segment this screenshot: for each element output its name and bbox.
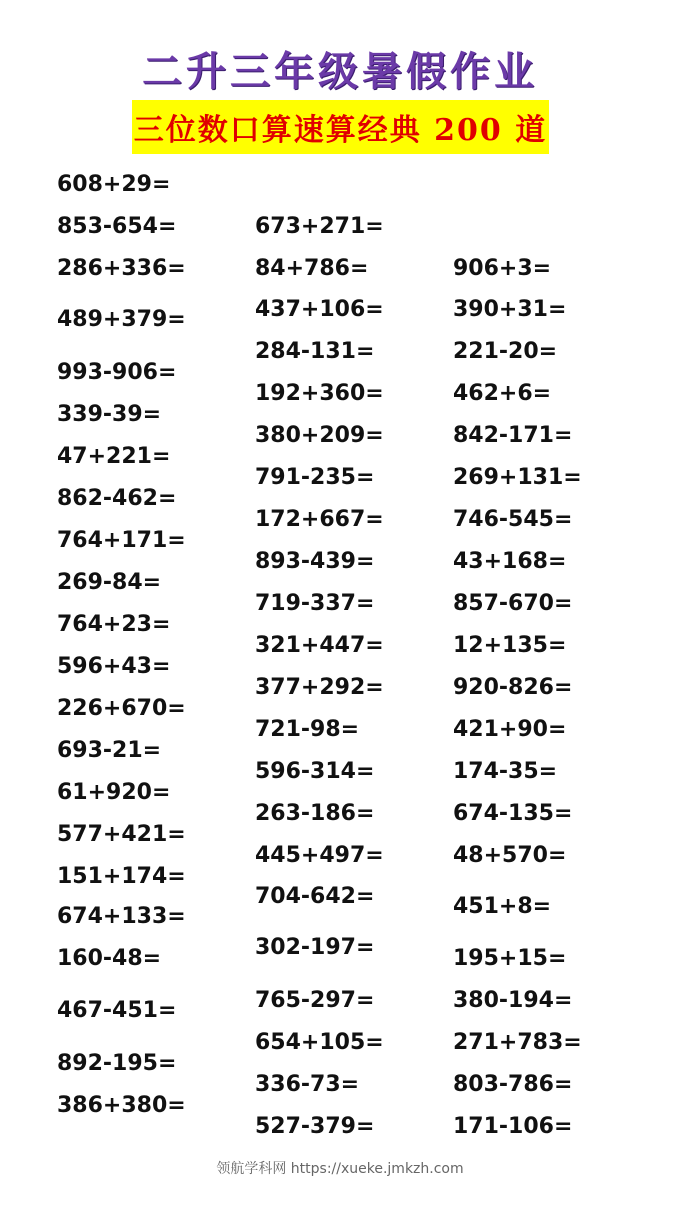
math-problem: 377+292=: [255, 675, 384, 700]
math-problem: 803-786=: [453, 1072, 573, 1097]
math-problem: 654+105=: [255, 1030, 384, 1055]
math-problem: 608+29=: [57, 172, 171, 197]
math-problem: 47+221=: [57, 444, 171, 469]
math-problem: 467-451=: [57, 998, 177, 1023]
math-problem: 380+209=: [255, 423, 384, 448]
math-problem: 596-314=: [255, 759, 375, 784]
math-problem: 263-186=: [255, 801, 375, 826]
math-problem: 462+6=: [453, 381, 552, 406]
math-problem: 84+786=: [255, 256, 369, 281]
math-problem: 284-131=: [255, 339, 375, 364]
math-problem: 269-84=: [57, 570, 162, 595]
math-problem: 791-235=: [255, 465, 375, 490]
footer-watermark: 领航学科网 https://xueke.jmkzh.com: [216, 1161, 464, 1177]
math-problem: 764+171=: [57, 528, 186, 553]
math-problem: 192+360=: [255, 381, 384, 406]
math-problem: 48+570=: [453, 843, 567, 868]
math-problem: 704-642=: [255, 884, 375, 909]
math-problem: 171-106=: [453, 1114, 573, 1139]
math-problem: 451+8=: [453, 894, 552, 919]
math-problem: 857-670=: [453, 591, 573, 616]
math-problem: 437+106=: [255, 297, 384, 322]
math-problem: 61+920=: [57, 780, 171, 805]
math-problem: 269+131=: [453, 465, 582, 490]
math-problem: 390+31=: [453, 297, 567, 322]
math-problem: 380-194=: [453, 988, 573, 1013]
page-title: 二升三年级暑假作业: [142, 48, 538, 95]
math-problem: 596+43=: [57, 654, 171, 679]
math-problem: 221-20=: [453, 339, 558, 364]
math-problem: 577+421=: [57, 822, 186, 847]
math-problem: 321+447=: [255, 633, 384, 658]
math-problem: 764+23=: [57, 612, 171, 637]
math-problem: 339-39=: [57, 402, 162, 427]
math-problem: 271+783=: [453, 1030, 582, 1055]
math-problem: 993-906=: [57, 360, 177, 385]
subtitle-banner: [132, 100, 549, 154]
math-problem: 853-654=: [57, 214, 177, 239]
math-problem: 842-171=: [453, 423, 573, 448]
math-problem: 12+135=: [453, 633, 567, 658]
subtitle: 三位数口算速算经典 200 道: [133, 113, 548, 148]
math-problem: 862-462=: [57, 486, 177, 511]
math-problem: 286+336=: [57, 256, 186, 281]
math-problem: 693-21=: [57, 738, 162, 763]
math-problem: 893-439=: [255, 549, 375, 574]
math-problem: 445+497=: [255, 843, 384, 868]
math-problem: 920-826=: [453, 675, 573, 700]
math-problem: 527-379=: [255, 1114, 375, 1139]
math-problem: 674-135=: [453, 801, 573, 826]
math-problem: 906+3=: [453, 256, 552, 281]
math-problem: 719-337=: [255, 591, 375, 616]
math-problem: 302-197=: [255, 935, 375, 960]
math-problem: 172+667=: [255, 507, 384, 532]
math-problem: 43+168=: [453, 549, 567, 574]
math-problem: 160-48=: [57, 946, 162, 971]
math-problem: 489+379=: [57, 307, 186, 332]
math-problem: 674+133=: [57, 904, 186, 929]
math-problem: 386+380=: [57, 1093, 186, 1118]
math-problem: 892-195=: [57, 1051, 177, 1076]
math-problem: 151+174=: [57, 864, 186, 889]
math-problem: 336-73=: [255, 1072, 360, 1097]
math-problem: 226+670=: [57, 696, 186, 721]
math-problem: 174-35=: [453, 759, 558, 784]
math-problem: 195+15=: [453, 946, 567, 971]
math-problem: 721-98=: [255, 717, 360, 742]
math-problem: 765-297=: [255, 988, 375, 1013]
math-problem: 746-545=: [453, 507, 573, 532]
math-problem: 673+271=: [255, 214, 384, 239]
math-problem: 421+90=: [453, 717, 567, 742]
